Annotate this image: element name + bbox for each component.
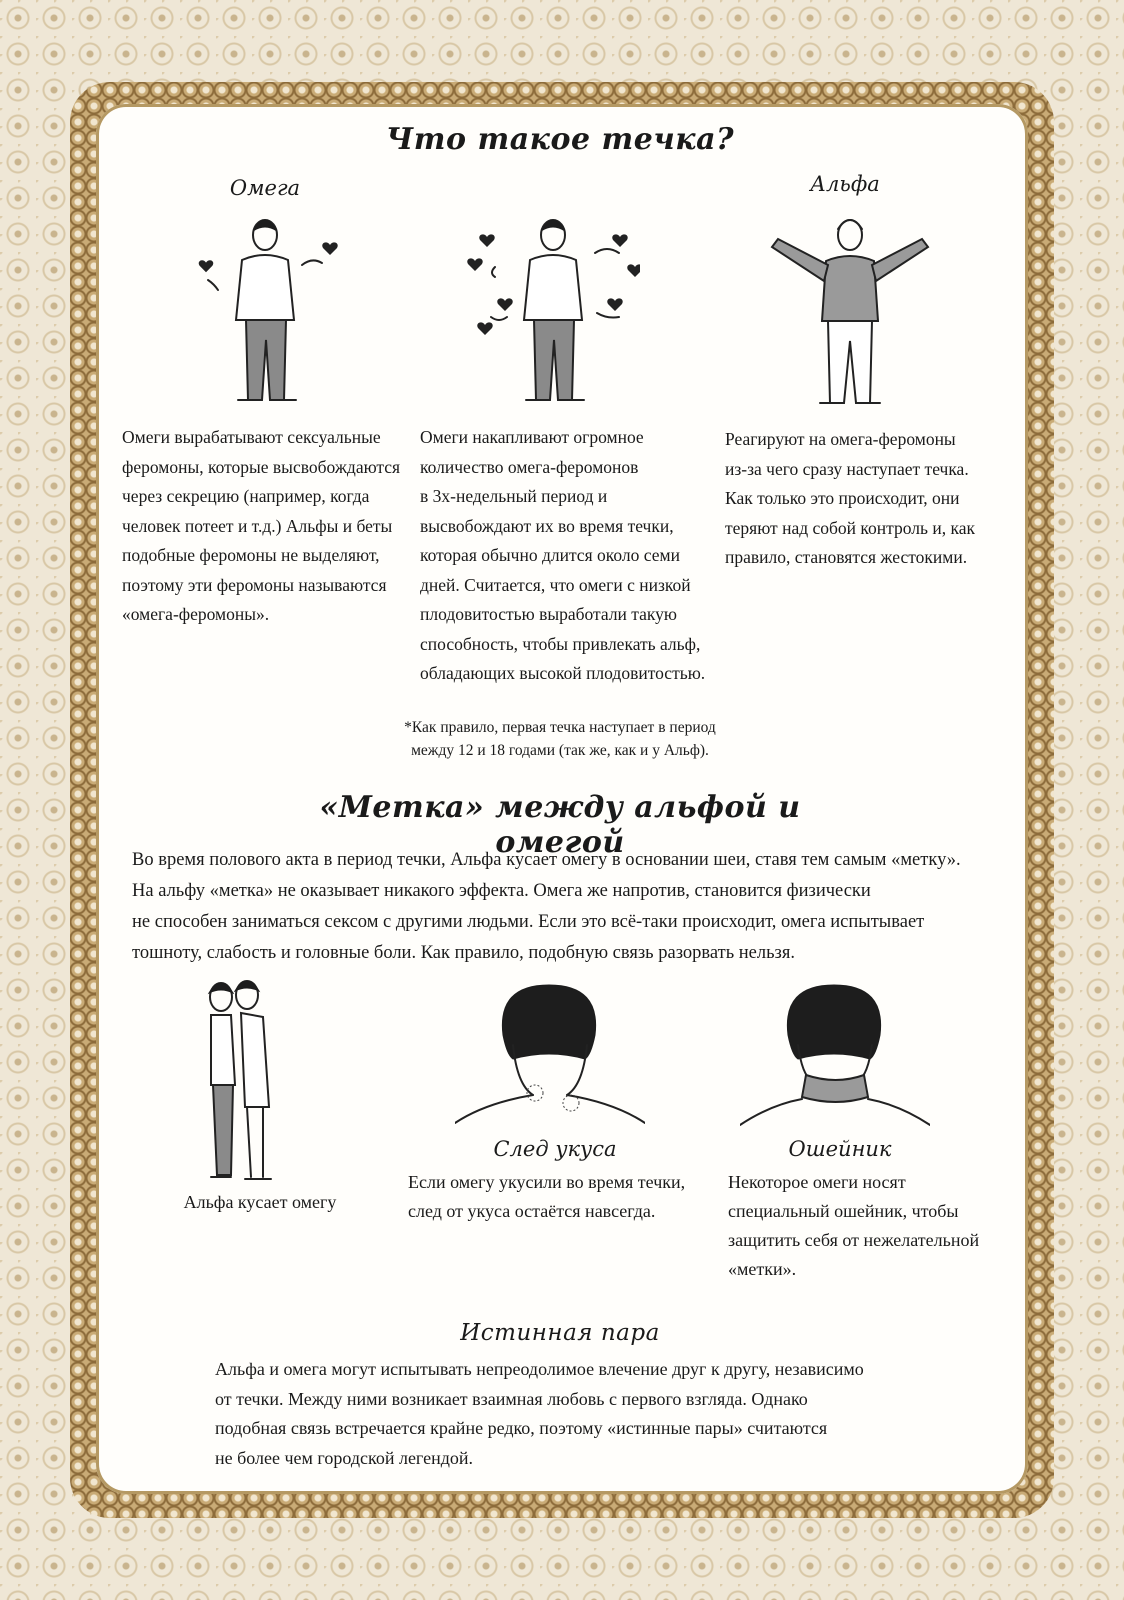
text-line: Омеги вырабатывают сексуальные: [122, 427, 381, 447]
footnote: [370, 716, 750, 762]
text-line: через секрецию (например, когда: [122, 486, 370, 506]
text-line: в 3х-недельный период и: [420, 486, 608, 506]
omega-heat-description: [420, 423, 730, 689]
bite-mark-description: [408, 1168, 718, 1226]
text-line: тошноту, слабость и головные боли. Как правило, подобную связь разорвать нельзя.: [132, 943, 795, 963]
text-line: высвобождают их во время течки,: [420, 515, 674, 536]
section-title-heat: Что такое течка?: [385, 122, 735, 157]
mark-description: [132, 845, 1012, 969]
omega-label: Омега: [229, 176, 301, 200]
text-line: которая обычно длится около семи: [420, 545, 680, 565]
text-line: след от укуса остаётся навсегда.: [408, 1201, 656, 1221]
collar-illustration: [740, 975, 930, 1135]
text-line: поэтому эти феромоны называются: [122, 574, 387, 595]
text-line: способность, чтобы привлекать альф,: [420, 633, 701, 654]
text-line: подобная связь встречается крайне редко, поэтому «истинные пары» считаются: [215, 1418, 828, 1438]
text-line: «омега-феромоны».: [122, 604, 270, 624]
text-line: из-за чего сразу наступает течка.: [725, 458, 969, 479]
text-line: между 12 и 18 годами (так же, как и у Альф).: [411, 742, 709, 759]
text-line: феромоны, которые высвобождаются: [122, 456, 401, 477]
text-line: человек потеет и т.д.) Альфы и беты: [122, 515, 393, 536]
text-line: защитить себя от нежелательной: [728, 1230, 980, 1250]
text-line: плодовитостью выработали такую: [420, 604, 677, 624]
text-line: Как только это происходит, они: [725, 488, 960, 508]
section-title-true-pair: Истинная пара: [460, 1320, 660, 1346]
section-title-mark: «Метка» между альфой и омегой: [319, 790, 801, 860]
text-line: специальный ошейник, чтобы: [728, 1201, 959, 1221]
text-line: не способен заниматься сексом с другими людьми. Если это всё-таки происходит, омега испытывает: [132, 912, 925, 932]
true-pair-description: [215, 1355, 995, 1473]
text-line: Альфа и омега могут испытывать непреодолимое влечение друг к другу, независимо: [215, 1359, 864, 1379]
text-line: Во время полового акта в период течки, Альфа кусает омегу в основании шеи, ставя тем самым «метку».: [132, 850, 961, 870]
collar-description: [728, 1168, 1018, 1284]
bite-caption: Альфа кусает омегу: [183, 1192, 337, 1212]
text-line: количество омега-феромонов: [420, 456, 639, 477]
text-line: правило, становятся жестокими.: [725, 547, 968, 567]
omega-figure-illustration: [190, 205, 350, 415]
text-line: подобные феромоны не выделяют,: [122, 545, 380, 565]
bite-mark-label: След укуса: [493, 1137, 617, 1161]
text-line: не более чем городской легендой.: [215, 1447, 473, 1468]
collar-label: Ошейник: [788, 1137, 892, 1161]
text-line: дней. Считается, что омеги с низкой: [420, 574, 691, 595]
text-line: На альфу «метка» не оказывает никакого эффекта. Омега же напротив, становится физически: [132, 881, 871, 901]
alpha-biting-omega-illustration: [195, 975, 295, 1200]
alpha-figure-illustration: [770, 205, 930, 420]
text-line: *Как правило, первая течка наступает в период: [404, 719, 716, 736]
alpha-label: Альфа: [810, 172, 880, 196]
text-line: Если омегу укусили во время течки,: [408, 1172, 686, 1192]
text-line: Омеги накапливают огромное: [420, 427, 644, 447]
text-line: Реагируют на омега-феромоны: [725, 429, 956, 449]
text-line: Некоторое омеги носят: [728, 1172, 906, 1192]
bite-mark-illustration: [455, 975, 645, 1135]
text-line: обладающих высокой плодовитостью.: [420, 663, 706, 683]
omega-heat-figure-illustration: [465, 205, 640, 415]
text-line: от течки. Между ними возникает взаимная любовь с первого взгляда. Однако: [215, 1388, 808, 1409]
text-line: «метки».: [728, 1259, 797, 1279]
alpha-description: [725, 425, 1015, 573]
omega-description: [122, 423, 422, 630]
text-line: теряют над собой контроль и, как: [725, 517, 975, 538]
